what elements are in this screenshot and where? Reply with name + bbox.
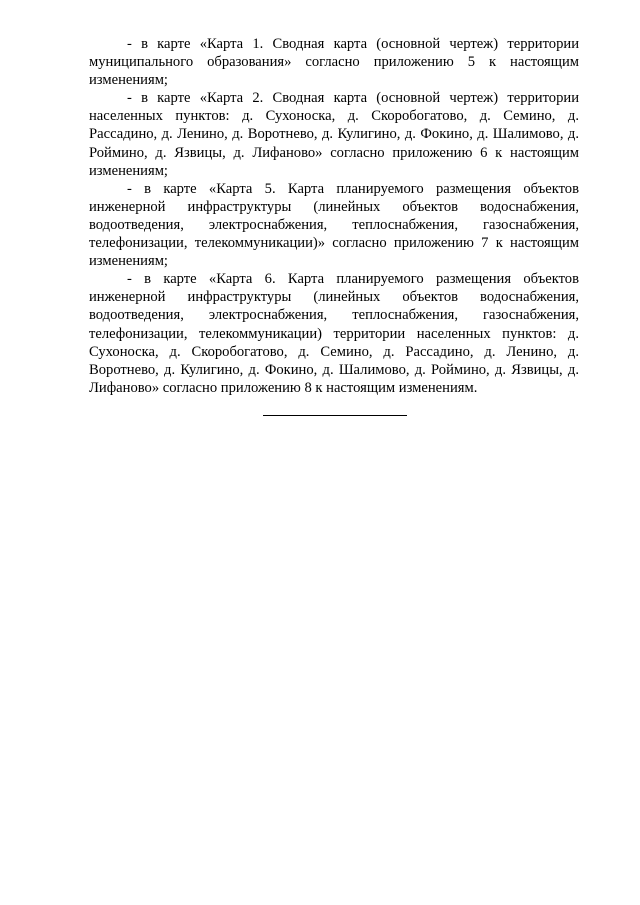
list-item-map-2: - в карте «Карта 2. Сводная карта (основной чертеж) территории населенных пунктов: д. Сухоноска, д. Скоробогатово, д. Семино, д. Рассадино, д. Ленино, д. Воротнево, д. Кулигино, д. Фокино, д. Шалимово, д. Роймино, д. Язвицы, д. Лифаново» согласно приложению 6 к настоящим изменениям; [89, 90, 579, 179]
list-item-map-6: - в карте «Карта 6. Карта планируемого размещения объектов инженерной инфраструктуры (линейных объектов водоснабжения, водоотведения, электроснабжения, теплоснабжения, газоснабжения, телефонизации, телекоммуникации) территории населенных пунктов: д. Сухоноска, д. Скоробогатово, д. Семино, д. Рассадино, д. Ленино, д. Воротнево, д. Кулигино, д. Фокино, д. Шалимово, д. Роймино, д. Язвицы, д. Лифаново» согласно приложению 8 к настоящим изменениям. [89, 271, 579, 396]
list-item-map-5: - в карте «Карта 5. Карта планируемого размещения объектов инженерной инфраструктуры (линейных объектов водоснабжения, водоотведения, электроснабжения, теплоснабжения, газоснабжения, телефонизации, телекоммуникации)» согласно приложению 7 к настоящим изменениям; [89, 180, 579, 270]
document-body [89, 35, 579, 397]
list-item-map-1: - в карте «Карта 1. Сводная карта (основной чертеж) территории муниципального образования» согласно приложению 5 к настоящим изменениям; [89, 36, 579, 89]
end-divider-line [263, 415, 407, 416]
